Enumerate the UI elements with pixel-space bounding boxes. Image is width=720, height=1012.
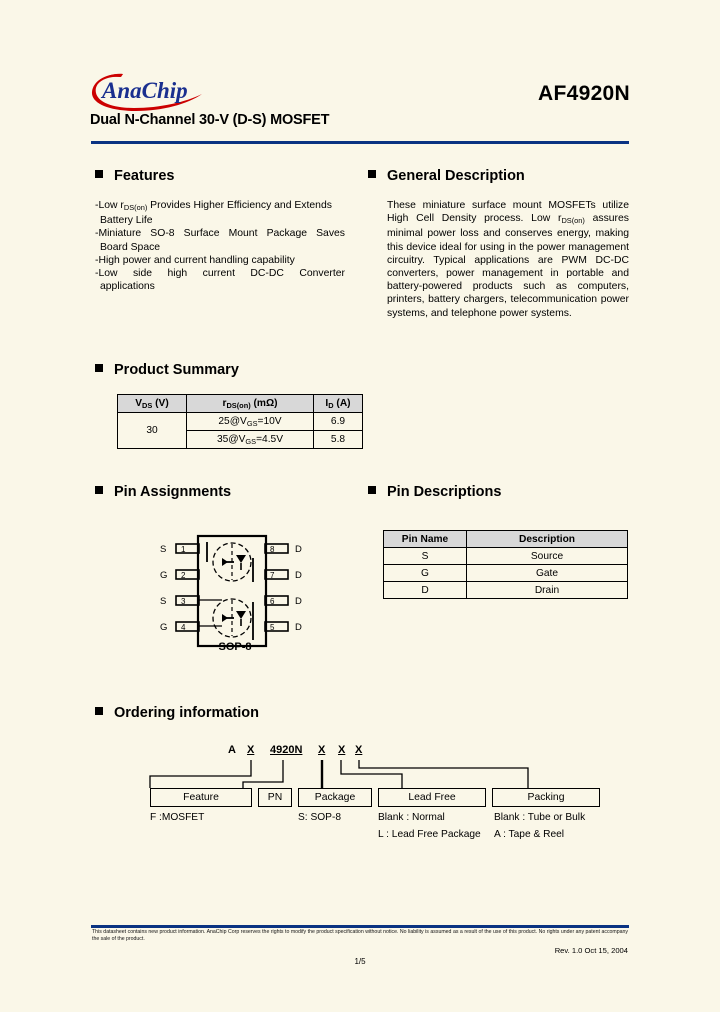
legal-disclaimer: This datasheet contains new product information. AnaChip Corp reserves the rights to modify the product specification without notice. No liability is assumed as a result of the use of this product. No rights under any patent accompany the sale of the product. xyxy=(92,929,628,942)
table-row xyxy=(384,548,628,565)
svg-text:2: 2 xyxy=(181,571,186,580)
svg-text:D: D xyxy=(295,596,302,607)
ordering-information-heading: Ordering information xyxy=(95,705,259,721)
pin-assignments-heading: Pin Assignments xyxy=(95,484,231,500)
cell-pin-d: D xyxy=(384,582,467,599)
product-summary-heading: Product Summary xyxy=(95,362,239,378)
feature-item-4: -Low side high current DC-DC Converter xyxy=(95,268,345,280)
footer-divider xyxy=(91,925,629,928)
ordering-box-packing: Packing xyxy=(492,788,600,807)
code-leadfree: X xyxy=(338,744,346,756)
part-number: AF4920N xyxy=(538,82,630,105)
feature-item-2: -Miniature SO-8 Surface Mount Package Saves xyxy=(95,228,345,240)
cell-id-2: 5.8 xyxy=(314,431,363,449)
svg-text:D: D xyxy=(295,570,302,581)
square-bullet-icon xyxy=(368,486,376,494)
package-type-label: SOP-8 xyxy=(218,641,252,653)
svg-text:1: 1 xyxy=(181,545,186,554)
table-header-row xyxy=(384,531,628,548)
feature-item-4-cont: applications xyxy=(100,281,155,293)
caption-lead-free-2: L : Lead Free Package xyxy=(378,829,481,840)
square-bullet-icon xyxy=(368,170,376,178)
revision-label: Rev. 1.0 Oct 15, 2004 xyxy=(554,946,628,955)
features-heading: Features xyxy=(95,168,174,184)
caption-packing-1: Blank : Tube or Bulk xyxy=(494,812,586,823)
ordering-code-diagram xyxy=(140,744,590,849)
table-row xyxy=(384,582,628,599)
col-header-vds: $V_{DS}$ (V) xyxy=(118,395,187,413)
cell-id-1: 6.9 xyxy=(314,413,363,431)
svg-text:S: S xyxy=(160,596,167,607)
square-bullet-icon xyxy=(95,486,103,494)
cell-vds-value: 30 xyxy=(118,413,187,449)
cell-rdson-1: $25@V_{GS}=10V$ xyxy=(187,413,314,431)
page-number: 1/5 xyxy=(354,957,366,966)
pin-descriptions-heading: Pin Descriptions xyxy=(368,484,501,500)
caption-feature: F :MOSFET xyxy=(150,812,205,823)
svg-text:G: G xyxy=(160,622,168,633)
svg-text:5: 5 xyxy=(270,623,275,632)
features-list xyxy=(95,199,345,293)
caption-packing-2: A : Tape & Reel xyxy=(494,829,565,840)
table-header-row xyxy=(118,395,363,413)
code-feature: X xyxy=(247,744,255,756)
table-row xyxy=(384,565,628,582)
code-packing: X xyxy=(355,744,363,756)
anachip-logo xyxy=(90,68,225,114)
ordering-box-package: Package xyxy=(298,788,372,807)
code-pn: 4920N xyxy=(270,744,303,756)
code-a: A xyxy=(228,744,236,756)
svg-text:3: 3 xyxy=(181,597,186,606)
square-bullet-icon xyxy=(95,707,103,715)
header-divider xyxy=(91,141,629,144)
col-header-pin-name: Pin Name xyxy=(384,531,467,548)
svg-text:D: D xyxy=(295,544,302,555)
col-header-rdson: $r_{DS(on)}$ (mΩ) xyxy=(187,395,314,413)
general-description-heading: General Description xyxy=(368,168,525,184)
page-header xyxy=(90,68,630,138)
feature-item-3: -High power and current handling capability xyxy=(95,254,295,266)
ordering-box-feature: Feature xyxy=(150,788,252,807)
svg-text:4: 4 xyxy=(181,623,186,632)
svg-text:D: D xyxy=(295,622,302,633)
svg-text:S: S xyxy=(160,544,167,555)
col-header-id: $I_D$ (A) xyxy=(314,395,363,413)
cell-rdson-2: $35@V_{GS}=4.5V$ xyxy=(187,431,314,449)
feature-item-2-cont: Board Space xyxy=(100,241,161,253)
square-bullet-icon xyxy=(95,170,103,178)
caption-lead-free-1: Blank : Normal xyxy=(378,812,445,823)
ordering-box-lead-free: Lead Free xyxy=(378,788,486,807)
caption-package: S: SOP-8 xyxy=(298,812,342,823)
cell-pin-g: G xyxy=(384,565,467,582)
pin-descriptions-table xyxy=(383,530,628,599)
col-header-description: Description xyxy=(467,531,628,548)
document-subtitle: Dual N-Channel 30-V (D-S) MOSFET xyxy=(90,112,330,128)
ordering-box-pn: PN xyxy=(258,788,292,807)
cell-pin-s: S xyxy=(384,548,467,565)
cell-desc-gate: Gate xyxy=(467,565,628,582)
svg-text:6: 6 xyxy=(270,597,275,606)
cell-desc-drain: Drain xyxy=(467,582,628,599)
square-bullet-icon xyxy=(95,364,103,372)
svg-text:7: 7 xyxy=(270,571,275,580)
table-row xyxy=(118,413,363,431)
svg-text:8: 8 xyxy=(270,545,275,554)
cell-desc-source: Source xyxy=(467,548,628,565)
code-package: X xyxy=(318,744,326,756)
feature-item-1: -Low $r_{DS(on)}$ Provides Higher Efficiency and Extends xyxy=(95,200,332,212)
product-summary-table xyxy=(117,394,363,449)
general-description-text: These miniature surface mount MOSFETs utilize High Cell Density process. Low $r_{DS(on)}$ assures minimal power loss and conserves energy, making this device ideal for using in the power management circuitry. Typical applications are PWM DC-DC converters, power management in portable and battery-powered products such as computers, printers, battery chargers, telecommunication power systems, and telephone power systems. xyxy=(387,200,629,319)
feature-item-1-cont: Battery Life xyxy=(100,215,153,227)
svg-text:G: G xyxy=(160,570,168,581)
svg-text:AnaChip: AnaChip xyxy=(102,78,188,103)
